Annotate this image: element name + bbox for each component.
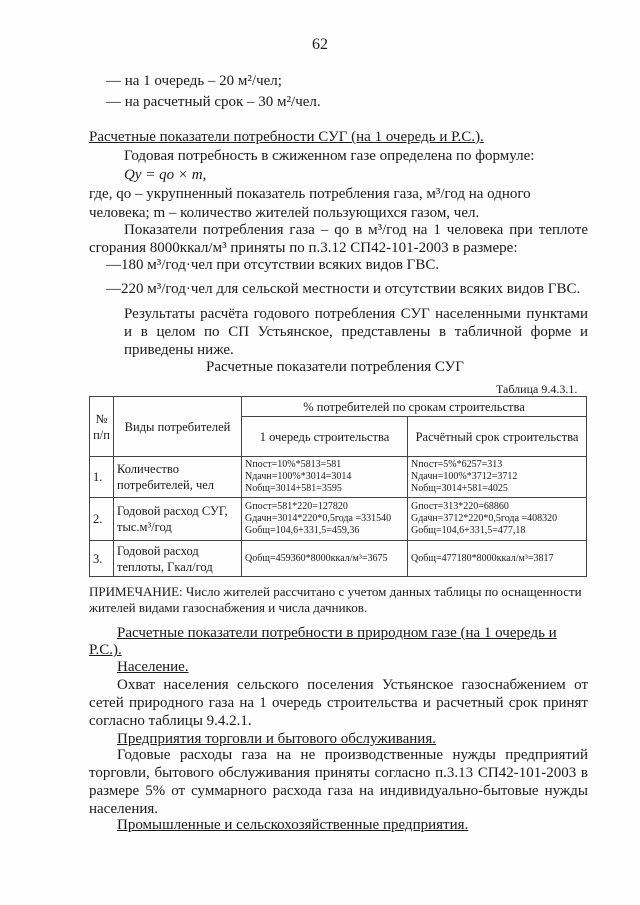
text-line: согласно таблицы 9.4.2.1. — [89, 713, 252, 729]
formula-line: Qобщ=477180*8000ккал/м³=3817 — [411, 552, 554, 564]
page-number: 62 — [312, 36, 328, 53]
text-line: Показатели потребления газа – qо в м³/год на 1 человека при теплоте — [124, 222, 588, 238]
formula-line: Nпост=10%*5813=581 — [245, 459, 342, 470]
text-line: — на расчетный срок – 30 м²/чел. — [106, 94, 321, 110]
text-line: Годовые расходы газа на не производственные нужды предприятий — [117, 747, 588, 763]
header-rs: Расчётный срок строительства — [408, 417, 587, 457]
header-num: № п/п — [90, 397, 114, 457]
formula-line: Nдачн=100%*3712=3712 — [411, 471, 518, 482]
row-rs — [408, 457, 587, 498]
text-line: размере 5% от суммарного расхода газа на индивидуально-бытовые нужды — [89, 783, 588, 799]
formula-line: Gобщ=104,6+331,5=477,18 — [411, 525, 526, 536]
subsection-heading: Предприятия торговли и бытового обслуживания. — [117, 731, 436, 747]
formula-line: Gпост=313*220=68860 — [411, 501, 509, 512]
formula: Qу = qо × m, — [124, 167, 207, 183]
formula-line: Gпост=581*220=127820 — [245, 501, 348, 512]
table-row — [90, 541, 587, 577]
row-type: Количество потребителей, чел — [114, 457, 242, 498]
formula-line: Nдачн=100%*3014=3014 — [245, 471, 352, 482]
formula-line: Gобщ=104,6+331,5=459,36 — [245, 525, 360, 536]
row-num: 2. — [90, 498, 114, 541]
text-line: человека; m – количество жителей пользующихся газом, чел. — [89, 205, 480, 221]
table-number: Таблица 9.4.3.1. — [496, 382, 578, 396]
row-q1 — [242, 541, 408, 577]
formula-line: Nобщ=3014+581=4025 — [411, 483, 508, 494]
formula-line: Nобщ=3014+581=3595 — [245, 483, 342, 494]
row-num: 1. — [90, 457, 114, 498]
text-line: Годовая потребность в сжиженном газе определена по формуле: — [124, 148, 535, 164]
row-type: Годовой расход теплоты, Гкал/год — [114, 541, 242, 577]
bullet-line: —220 м³/год·чел для сельской местности и отсутствии всяких видов ГВС. — [106, 281, 581, 297]
formula-line: Qобщ=459360*8000ккал/м³=3675 — [245, 552, 388, 564]
note-line: ПРИМЕЧАНИЕ: Число жителей рассчитано с учетом данных таблицы по оснащенности — [89, 584, 582, 599]
row-q1 — [242, 498, 408, 541]
row-rs — [408, 541, 587, 577]
text-line: сетей природного газа на 1 очередь строительства и расчетный срок принят — [89, 695, 588, 711]
row-type: Годовой расход СУГ, тыс.м³/год — [114, 498, 242, 541]
formula-line: Gдачн=3014*220*0,5года =331540 — [245, 513, 392, 524]
table-caption: Расчетные показатели потребления СУГ — [206, 359, 464, 375]
text-line: и в целом по СП Устьянское, представлены в табличной форме и — [124, 324, 588, 340]
text-line: торговли, бытового обслуживания приняты согласно п.3.13 СП42-101-2003 в — [89, 765, 588, 781]
text-line: приведены ниже. — [124, 342, 234, 358]
table-row — [90, 498, 587, 541]
section-heading: Р.С.). — [89, 642, 122, 658]
formula-line: Nпост=5%*6257=313 — [411, 459, 503, 470]
text-line: — на 1 очередь – 20 м²/чел; — [106, 73, 282, 89]
note-line: жителей видами газоснабжения и числа дачников. — [89, 600, 368, 615]
text-line: Результаты расчёта годового потребления СУГ населенными пунктами — [124, 306, 588, 322]
bullet-line: —180 м³/год·чел при отсутствии всяких видов ГВС. — [106, 257, 440, 273]
text-line: Охват населения сельского поселения Устьянское газоснабжением от — [117, 677, 588, 693]
text-line: где, qо – укрупненный показатель потребления газа, м³/год на одного — [89, 186, 531, 202]
subsection-heading: Промышленные и сельскохозяйственные предприятия. — [117, 817, 469, 833]
text-line: населения. — [89, 801, 159, 817]
formula-line: Gдачн=3712*220*0,5года =408320 — [411, 513, 558, 524]
consumption-table — [89, 396, 587, 577]
row-rs — [408, 498, 587, 541]
text-line: сгорания 8000ккал/м³ приняты по п.3.12 СП42-101-2003 в размере: — [89, 240, 518, 256]
table-row — [90, 457, 587, 498]
row-q1 — [242, 457, 408, 498]
section-heading: Расчетные показатели потребности в природном газе (на 1 очередь и — [117, 625, 557, 641]
row-num: 3. — [90, 541, 114, 577]
subsection-heading: Население. — [117, 659, 189, 675]
header-q1: 1 очередь строительства — [242, 417, 408, 457]
header-group: % потребителей по срокам строительства — [242, 397, 587, 417]
section-heading: Расчетные показатели потребности СУГ (на 1 очередь и Р.С.). — [89, 129, 484, 145]
header-type: Виды потребителей — [114, 397, 242, 457]
